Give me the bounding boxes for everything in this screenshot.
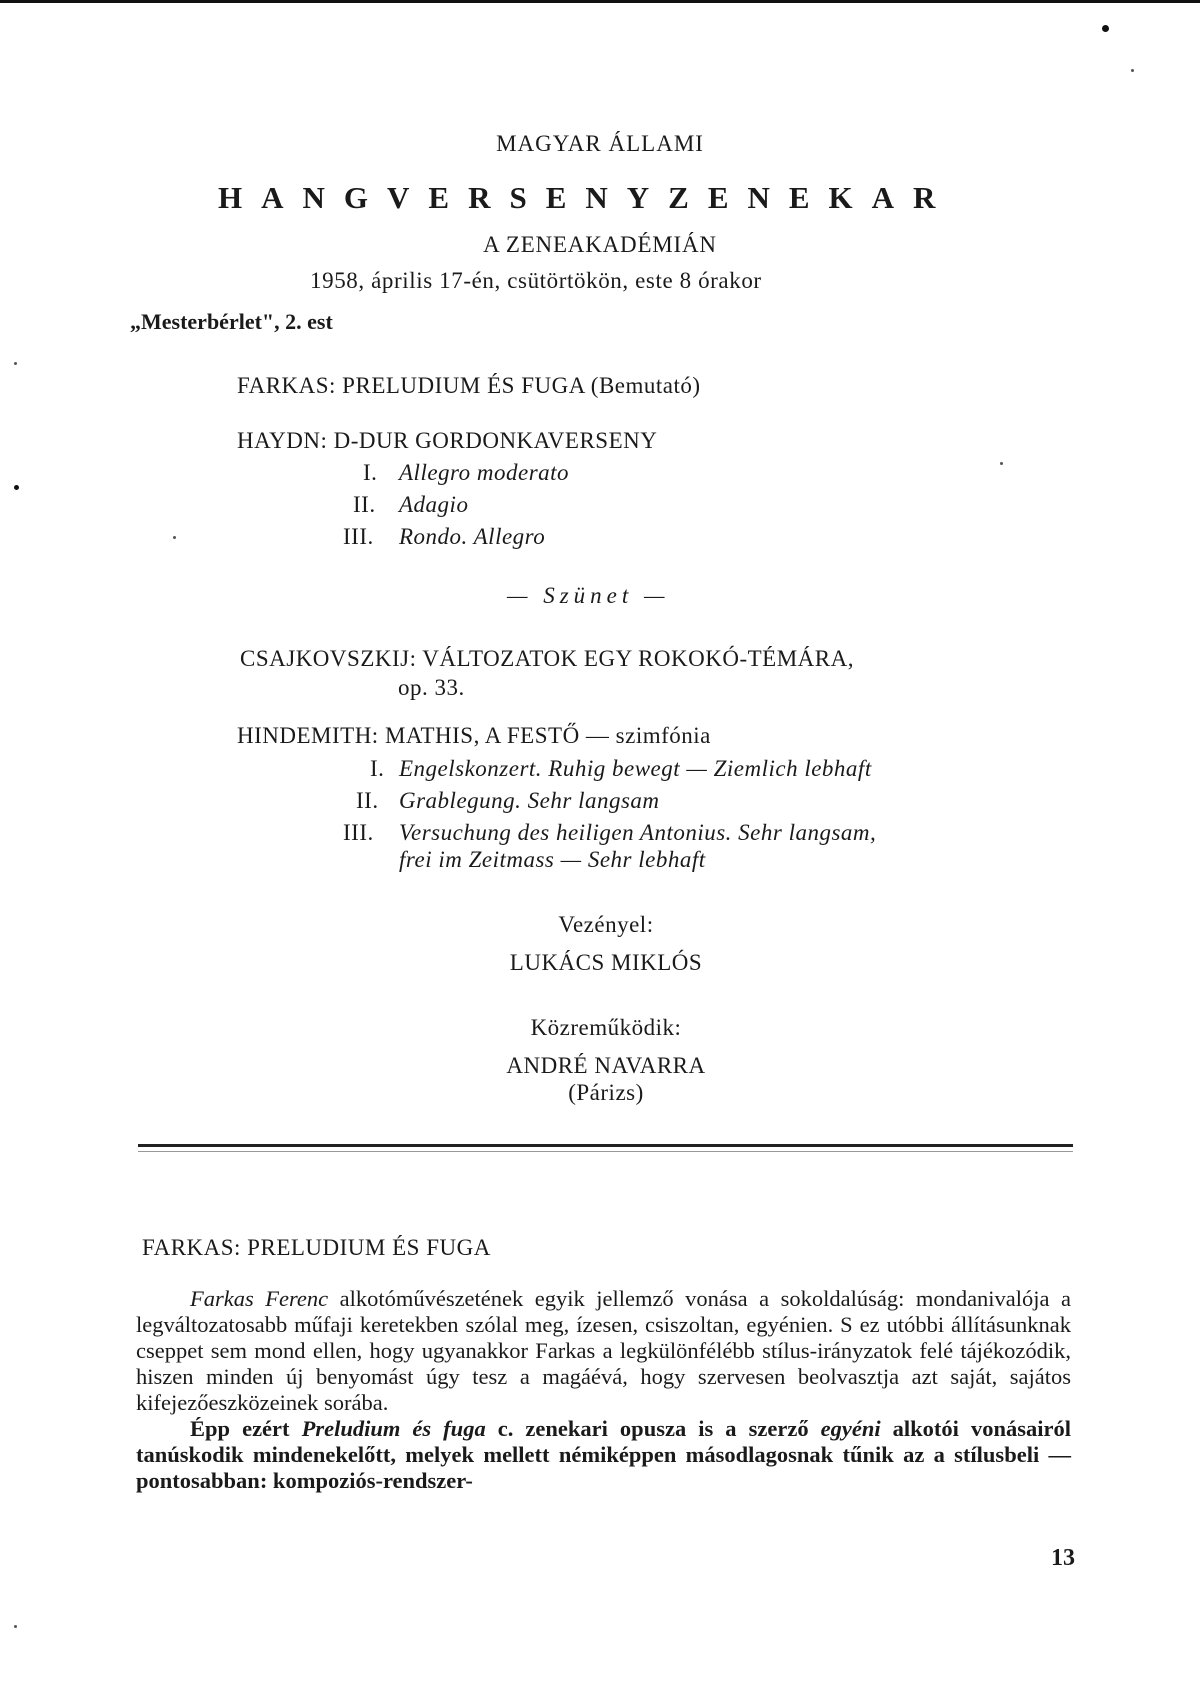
movement-title-continued: frei im Zeitmass — Sehr lebhaft <box>399 847 706 872</box>
movement-number: II. <box>356 788 379 813</box>
emphasis: egyéni <box>820 1416 881 1441</box>
paragraph-text: Épp ezért <box>190 1416 302 1441</box>
article-paragraph <box>136 1416 1071 1494</box>
intermission: — Szünet — <box>507 583 670 608</box>
series-label: „Mesterbérlet", 2. est <box>130 309 333 334</box>
venue: A ZENEAKADÉMIÁN <box>483 232 717 257</box>
article-heading: FARKAS: PRELUDIUM ÉS FUGA <box>142 1235 491 1260</box>
top-edge-line <box>0 0 1200 3</box>
composer-name: Farkas Ferenc <box>190 1286 329 1311</box>
movement-number: I. <box>370 756 385 781</box>
paragraph-text: c. zenekari opusza is a szerző <box>485 1416 821 1441</box>
soloist-label: Közreműködik: <box>530 1015 682 1040</box>
movement-number: III. <box>343 524 374 549</box>
movement-title: Grablegung. Sehr langsam <box>399 788 660 813</box>
article-paragraph <box>136 1286 1071 1416</box>
conductor-name: LUKÁCS MIKLÓS <box>509 950 703 975</box>
work-title: Preludium és fuga <box>301 1416 486 1441</box>
conductor-label: Vezényel: <box>558 912 654 937</box>
ink-spot <box>1102 25 1109 32</box>
movement-number: II. <box>353 492 376 517</box>
page-number: 13 <box>1051 1545 1075 1571</box>
soloist-name: ANDRÉ NAVARRA <box>506 1053 706 1078</box>
orchestra-name: HANGVERSENYZENEKAR <box>218 180 955 215</box>
article-body <box>136 1286 1071 1494</box>
movement-number: III. <box>343 820 374 845</box>
program-item-hindemith: HINDEMITH: MATHIS, A FESTŐ — szimfónia <box>237 723 711 748</box>
program-item-haydn: HAYDN: D-DUR GORDONKAVERSENY <box>237 428 658 453</box>
paragraph-text: alkotói vonásairól tanúskodik mindenekelőtt, melyek mellett némiképpen másodlagosnak tűnik az a stílusbeli — pontosabban: kompoziós-rendszer- <box>136 1416 1071 1493</box>
movement-title: Rondo. Allegro <box>399 524 546 549</box>
movement-title: Engelskonzert. Ruhig bewegt — Ziemlich lebhaft <box>399 756 872 781</box>
concert-date: 1958, április 17-én, csütörtökön, este 8 órakor <box>310 268 762 293</box>
paragraph-text: alkotóművészetének egyik jellemző vonása a sokoldalúság: mondanivalója a legváltozatosabb műfaji keretekben szólal meg, ízesen, csiszoltan, egyénien. S ez utóbbi állításunknak cseppet sem mond ellen, hogy ugyanakkor Farkas a legkülönfélébb stílus-irányzatok felé tájékozódik, hiszen minden új benyomást úgy tesz a magáévá, hogy szervesen beolvasztja azt saját, sajátos kifejezőeszközeinek sorába. <box>136 1286 1071 1415</box>
soloist-city: (Párizs) <box>568 1080 644 1105</box>
ink-speck <box>173 536 176 539</box>
ink-speck <box>1131 69 1134 72</box>
opus-number: op. 33. <box>398 675 465 700</box>
movement-title: Adagio <box>399 492 469 517</box>
page-title: MAGYAR ÁLLAMI <box>496 131 704 156</box>
movement-number: I. <box>363 460 378 485</box>
separator-rule <box>138 1144 1073 1147</box>
ink-speck <box>14 362 17 365</box>
program-item-farkas: FARKAS: PRELUDIUM ÉS FUGA (Bemutató) <box>237 373 701 398</box>
separator-rule-thin <box>138 1151 1073 1152</box>
program-item-csajkovszkij: CSAJKOVSZKIJ: VÁLTOZATOK EGY ROKOKÓ-TÉMÁRA, <box>240 646 854 671</box>
movement-title: Versuchung des heiligen Antonius. Sehr langsam, <box>399 820 877 845</box>
ink-spot <box>14 485 19 490</box>
ink-speck <box>14 1625 17 1628</box>
ink-speck <box>1000 462 1003 465</box>
movement-title: Allegro moderato <box>399 460 570 485</box>
